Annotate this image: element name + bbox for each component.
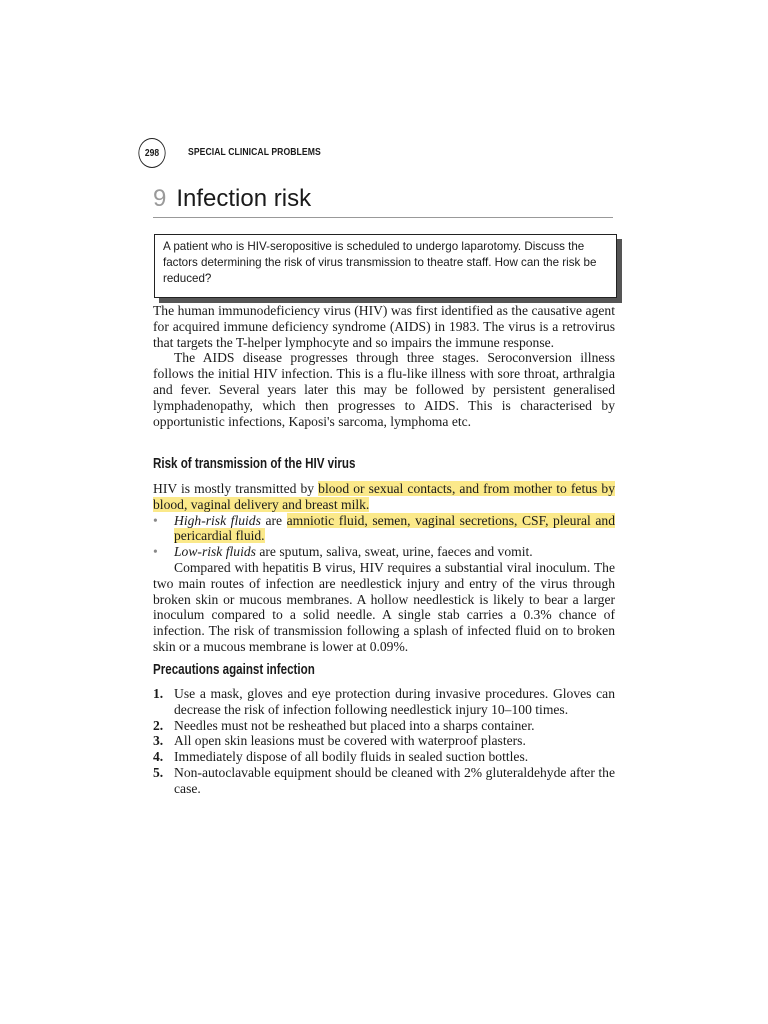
- list-item: [153, 765, 615, 797]
- list-item: [153, 686, 615, 718]
- item-text: Needles must not be resheathed but placed into a sharps container.: [174, 717, 535, 733]
- list-item: • Low-risk fluids are sputum, saliva, sweat, urine, faeces and vomit.: [153, 544, 533, 560]
- bullet-icon: •: [153, 512, 158, 528]
- bullet-term: High-risk fluids: [174, 512, 261, 528]
- precautions-section: [153, 686, 615, 797]
- intro-paragraph-2: The AIDS disease progresses through three stages. Seroconversion illness follows the initial HIV infection. This is a flu-like illness with sore throat, arthralgia and fever. Several years later this may be followed by persistent generalised lymphadenopathy, which then progresses to AIDS. This is characterised by opportunistic infections, Kaposi's sarcoma, lymphoma etc.: [153, 350, 615, 429]
- question-box: A patient who is HIV-seropositive is scheduled to undergo laparotomy. Discuss the factors determining the risk of virus transmission to theatre staff. How can the risk be reduced?: [154, 234, 617, 298]
- list-item: [153, 718, 615, 734]
- chapter-number: 9: [153, 185, 167, 212]
- chapter-title: [153, 184, 613, 218]
- bullet-icon: •: [153, 544, 158, 560]
- item-text: Non-autoclavable equipment should be cleaned with 2% gluteraldehyde after the case.: [174, 764, 615, 796]
- transmission-paragraph: Compared with hepatitis B virus, HIV requires a substantial viral inoculum. The two main routes of infection are needlestick injury and entry of the virus through broken skin or mucous membranes. A hollow needlestick is likely to bear a larger inoculum compared to a solid needle. A single stab carries a 0.3% chance of infection. The risk of transmission following a splash of infected fluid on to broken skin or a mucous membrane is lower at 0.09%.: [153, 559, 615, 654]
- intro-section: [153, 303, 615, 429]
- item-text: Use a mask, gloves and eye protection during invasive procedures. Gloves can decrease the risk of infection following needlestick injury 10–100 times.: [174, 686, 615, 717]
- risk-lead-highlight: blood or sexual contacts, and from mother to fetus by blood, vaginal delivery and breast milk.: [153, 481, 615, 512]
- item-text: Immediately dispose of all bodily fluids in sealed suction bottles.: [174, 749, 529, 765]
- section-heading-precautions: Precautions against infection: [153, 662, 315, 678]
- item-text: All open skin leasions must be covered with waterproof plasters.: [174, 733, 526, 749]
- risk-section: [153, 481, 615, 655]
- bullet-text: sputum, saliva, sweat, urine, faeces and vomit.: [279, 544, 533, 560]
- list-item: • High-risk fluids are amniotic fluid, semen, vaginal secretions, CSF, pleural and pericardial fluid.: [153, 512, 615, 544]
- item-number: 4.: [153, 749, 164, 765]
- fluid-risk-list: [153, 513, 615, 560]
- risk-lead-paragraph: [153, 481, 615, 513]
- bullet-text: amniotic fluid, semen, vaginal secretions, CSF, pleural and pericardial fluid.: [174, 512, 615, 544]
- bullet-term: Low-risk fluids: [174, 544, 256, 560]
- chapter-title-text: Infection risk: [176, 185, 312, 212]
- section-heading-risk: Risk of transmission of the HIV virus: [153, 456, 356, 472]
- risk-lead-plain: HIV is mostly transmitted by: [153, 481, 319, 496]
- item-number: 1.: [153, 686, 164, 701]
- item-number: 5.: [153, 764, 164, 780]
- list-item: [153, 749, 615, 765]
- intro-paragraph-1: The human immunodeficiency virus (HIV) was first identified as the causative agent for acquired immune deficiency syndrome (AIDS) in 1983. The virus is a retrovirus that targets the T-helper lymphocyte and so impairs the immune response.: [153, 303, 615, 350]
- page-number: 298: [138, 138, 165, 168]
- list-item: [153, 733, 615, 749]
- running-head: SPECIAL CLINICAL PROBLEMS: [188, 146, 321, 158]
- item-number: 3.: [153, 733, 164, 749]
- item-number: 2.: [153, 717, 164, 733]
- precautions-list: [153, 686, 615, 797]
